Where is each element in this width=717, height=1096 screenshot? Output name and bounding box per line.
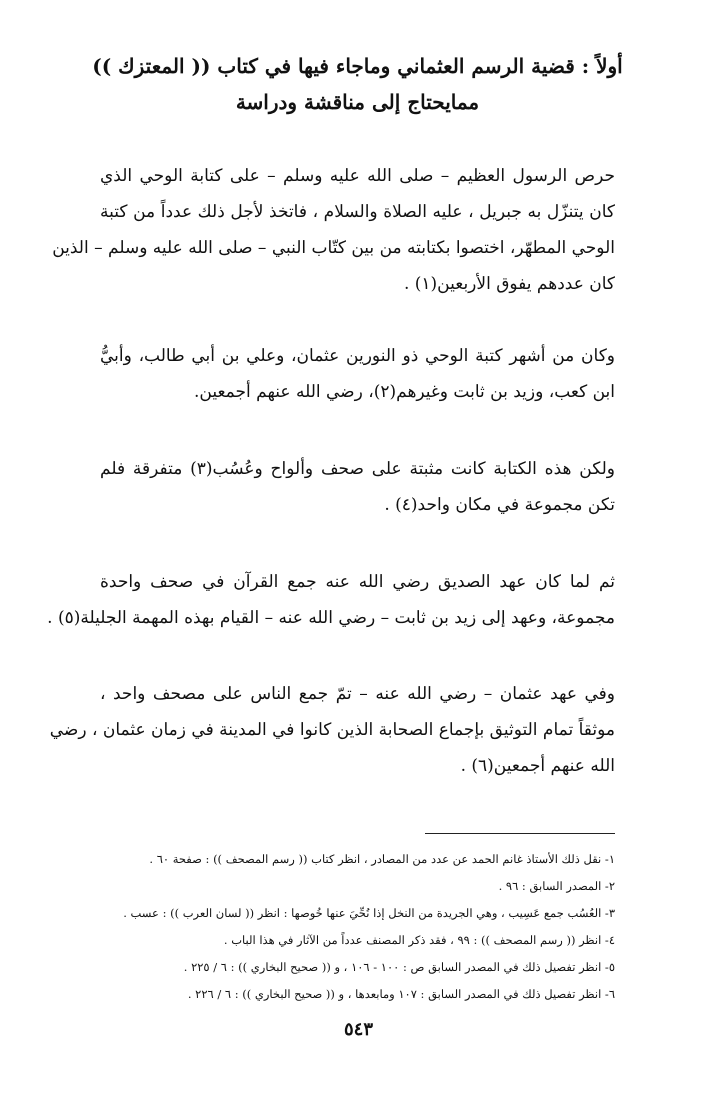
footnotes [95, 848, 615, 1010]
paragraph-line: وكان من أشهر كتبة الوحي ذو النورين عثمان، وعلي بن أبي طالب، وأبيُّ [100, 346, 615, 366]
paragraph-line: ولكن هذه الكتابة كانت مثبتة على صحف وألواح وعُسُب(٣) متفرقة فلم [100, 459, 615, 479]
paragraph-1 [52, 158, 615, 302]
paragraph-line: كان يتنزّل به جبريل ، عليه الصلاة والسلام ، فاتخذ لأجل ذلك عدداً من كتبة [100, 202, 615, 222]
paragraph-line: وفي عهد عثمان – رضي الله عنه – تمّ جمع الناس على مصحف واحد ، [100, 684, 615, 704]
footnote-divider [425, 833, 615, 834]
paragraph-line: الوحي المطهّر، اختصوا بكتابته من بين كتّاب النبي – صلى الله عليه وسلم – الذين [52, 238, 615, 258]
paragraph-line: كان عددهم يفوق الأربعين(١) . [403, 274, 615, 294]
footnote-6: ٦- انظر تفصيل ذلك في المصدر السابق : ١٠٧ ومابعدها ، و (( صحيح البخاري )) : ٦ / ٢٢٦ . [187, 987, 615, 1001]
page-number: ٥٤٣ [343, 1019, 373, 1040]
paragraph-line: الله عنهم أجمعين(٦) . [460, 756, 615, 776]
paragraph-line: موثقاً تمام التوثيق بإجماع الصحابة الذين كانوا في المدينة في زمان عثمان ، رضي [49, 720, 615, 740]
paragraph-line: ابن كعب، وزيد بن ثابت وغيرهم(٢)، رضي الله عنهم أجمعين. [194, 382, 615, 402]
paragraph-2 [100, 338, 615, 410]
paragraph-line: ثم لما كان عهد الصديق رضي الله عنه جمع القرآن في صحف واحدة [100, 572, 615, 592]
paragraph-line: حرص الرسول العظيم – صلى الله عليه وسلم – على كتابة الوحي الذي [100, 166, 615, 186]
footnote-2: ٢- المصدر السابق : ٩٦ . [498, 879, 615, 893]
footnote-3: ٣- العُسُب جمع عَسِيب ، وهي الجريدة من النخل إذا نُحِّيَ عنها خُوصها : انظر (( لسان العرب )) : عسب . [123, 906, 615, 920]
paragraph-4 [47, 564, 615, 636]
paragraph-line: مجموعة، وعهد إلى زيد بن ثابت – رضي الله عنه – القيام بهذه المهمة الجليلة(٥) . [47, 608, 615, 628]
paragraph-line: تكن مجموعة في مكان واحد(٤) . [384, 495, 615, 515]
footnote-4: ٤- انظر (( رسم المصحف )) : ٩٩ ، فقد ذكر المصنف عدداً من الآثار في هذا الباب . [223, 933, 615, 947]
footnote-5: ٥- انظر تفصيل ذلك في المصدر السابق ص : ١٠٠ - ١٠٦ ، و (( صحيح البخاري )) : ٦ / ٢٢٥ . [183, 960, 615, 974]
paragraph-3 [100, 451, 615, 523]
heading-line-1: أولاً : قضية الرسم العثماني وماجاء فيها في كتاب (( المعتزك )) [92, 54, 623, 78]
heading-line-2: ممايحتاج إلى مناقشة ودراسة [235, 90, 480, 114]
paragraph-5 [49, 676, 615, 784]
footnote-1: ١- نقل ذلك الأستاذ غانم الحمد عن عدد من المصادر ، انظر كتاب (( رسم المصحف )) : صفحة ٦٠ . [149, 852, 615, 866]
